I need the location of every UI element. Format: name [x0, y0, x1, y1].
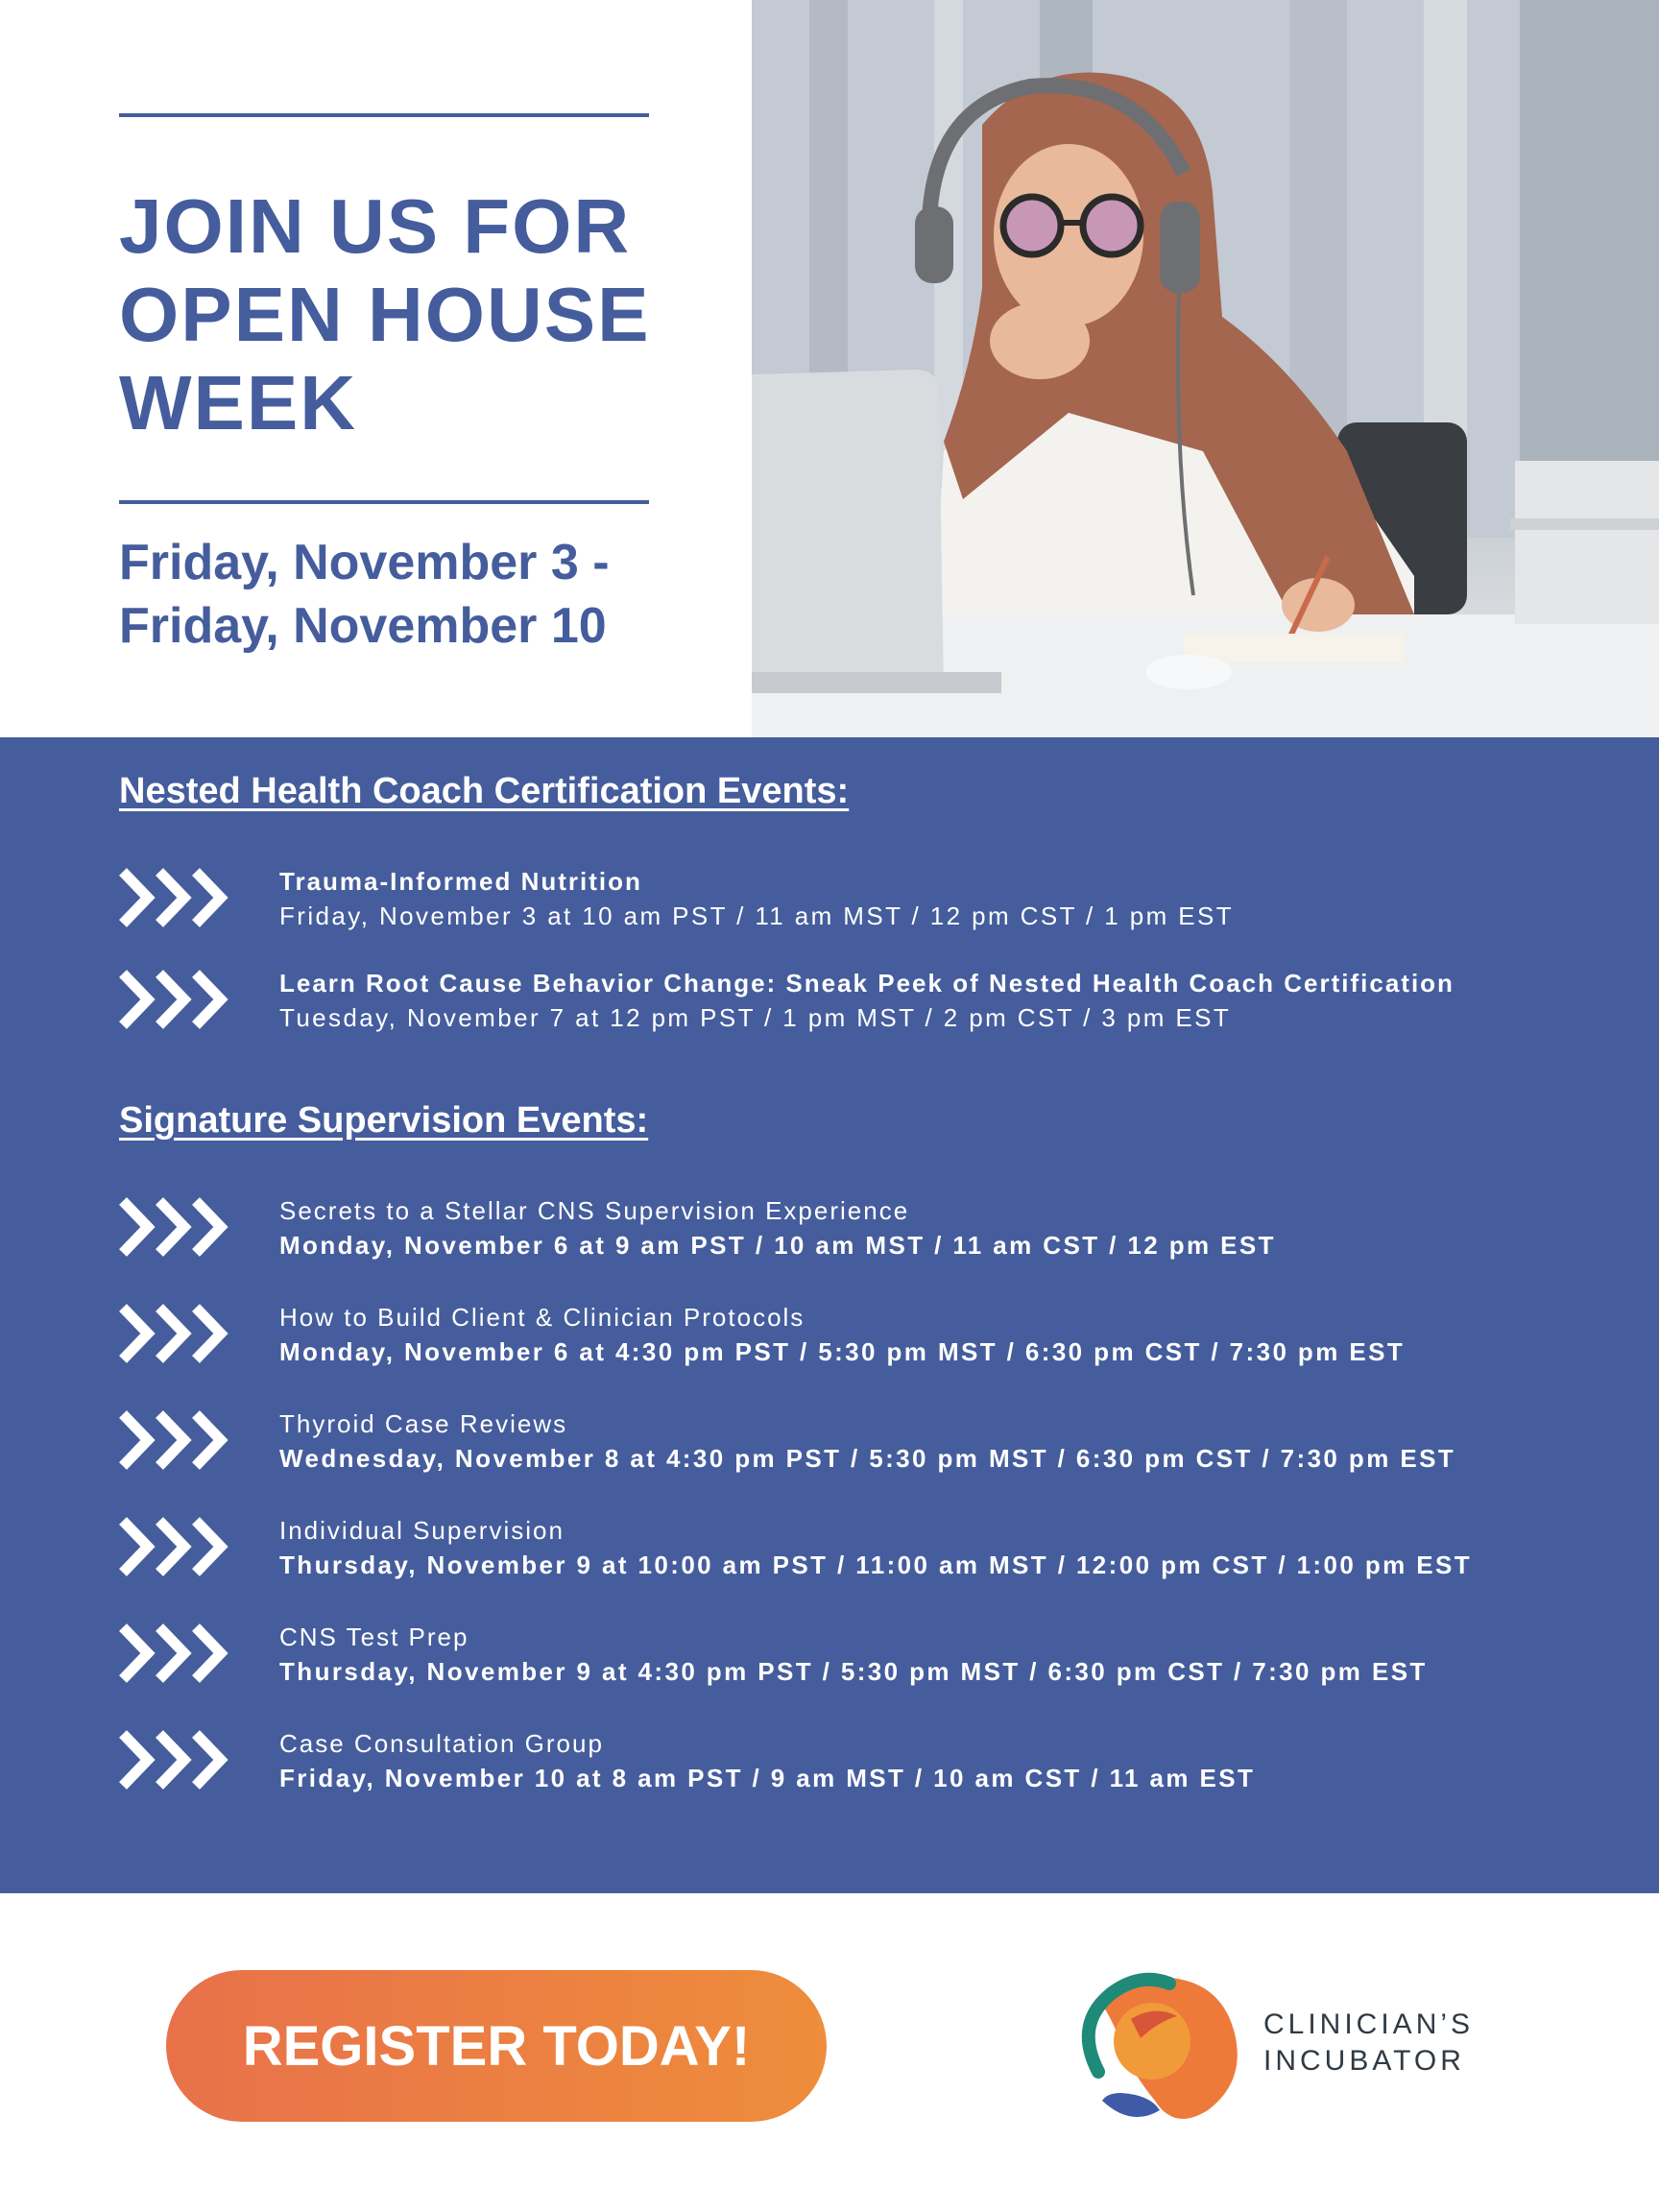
event-item	[119, 1300, 1598, 1367]
event-item	[119, 1407, 1598, 1474]
student-with-headphones-image	[752, 0, 1659, 737]
event-title: CNS Test Prep	[279, 1623, 469, 1651]
logo-line-1: CLINICIAN’S	[1263, 2008, 1475, 2040]
event-title: Individual Supervision	[279, 1516, 565, 1545]
event-item	[119, 1620, 1598, 1687]
hero-photo	[752, 0, 1659, 737]
section-title-signature-supervision: Signature Supervision Events:	[119, 1100, 649, 1141]
triple-chevron-icon	[119, 1195, 238, 1259]
event-title: Learn Root Cause Behavior Change: Sneak Peek of Nested Health Coach Certification	[279, 969, 1455, 998]
headline-line-1: JOIN US FOR	[119, 183, 632, 269]
triple-chevron-icon	[119, 1622, 238, 1685]
headline	[119, 182, 695, 447]
triple-chevron-icon	[119, 1515, 238, 1578]
event-time: Friday, November 10 at 8 am PST / 9 am MST / 10 am CST / 11 am EST	[279, 1764, 1256, 1792]
event-title: Thyroid Case Reviews	[279, 1409, 568, 1438]
event-time: Thursday, November 9 at 10:00 am PST / 11:00 am MST / 12:00 pm CST / 1:00 pm EST	[279, 1551, 1473, 1579]
event-dates	[119, 531, 733, 658]
register-button[interactable]: REGISTER TODAY!	[166, 1970, 827, 2122]
event-title: Case Consultation Group	[279, 1729, 604, 1758]
event-text	[279, 864, 1234, 933]
event-time: Wednesday, November 8 at 4:30 pm PST / 5:30 pm MST / 6:30 pm CST / 7:30 pm EST	[279, 1444, 1456, 1473]
headline-line-3: WEEK	[119, 360, 357, 445]
triple-chevron-icon	[119, 968, 238, 1031]
event-text	[279, 1407, 1455, 1476]
event-text	[279, 1726, 1255, 1795]
events-panel	[0, 737, 1659, 1893]
event-time: Friday, November 3 at 10 am PST / 11 am MST / 12 pm CST / 1 pm EST	[279, 902, 1235, 930]
top-divider	[119, 113, 649, 117]
triple-chevron-icon	[119, 1408, 238, 1472]
clinicians-incubator-logo-icon	[1064, 1966, 1246, 2128]
section-title-nested-health: Nested Health Coach Certification Events:	[119, 771, 850, 811]
event-text	[279, 1300, 1405, 1369]
logo-line-2: INCUBATOR	[1263, 2045, 1465, 2077]
event-text	[279, 1193, 1276, 1262]
event-time: Thursday, November 9 at 4:30 pm PST / 5:30 pm MST / 6:30 pm CST / 7:30 pm EST	[279, 1657, 1428, 1686]
event-time: Tuesday, November 7 at 12 pm PST / 1 pm MST / 2 pm CST / 3 pm EST	[279, 1003, 1232, 1032]
dates-line-2: Friday, November 10	[119, 598, 607, 654]
event-title: How to Build Client & Clinician Protocols	[279, 1303, 805, 1332]
event-title: Trauma-Informed Nutrition	[279, 867, 642, 896]
logo-wordmark	[1263, 2007, 1474, 2080]
event-item	[119, 1726, 1598, 1793]
event-text	[279, 966, 1455, 1035]
event-item	[119, 864, 1598, 931]
dates-line-1: Friday, November 3 -	[119, 535, 610, 590]
triple-chevron-icon	[119, 1302, 238, 1365]
triple-chevron-icon	[119, 1728, 238, 1791]
event-item	[119, 1193, 1598, 1261]
event-title: Secrets to a Stellar CNS Supervision Experience	[279, 1196, 910, 1225]
event-item	[119, 1513, 1598, 1580]
bottom-divider	[119, 500, 649, 504]
event-item	[119, 966, 1598, 1033]
headline-line-2: OPEN HOUSE	[119, 272, 651, 357]
event-time: Monday, November 6 at 4:30 pm PST / 5:30 pm MST / 6:30 pm CST / 7:30 pm EST	[279, 1337, 1406, 1366]
event-text	[279, 1620, 1428, 1689]
event-time: Monday, November 6 at 9 am PST / 10 am MST / 11 am CST / 12 pm EST	[279, 1231, 1276, 1260]
triple-chevron-icon	[119, 866, 238, 929]
event-text	[279, 1513, 1472, 1582]
